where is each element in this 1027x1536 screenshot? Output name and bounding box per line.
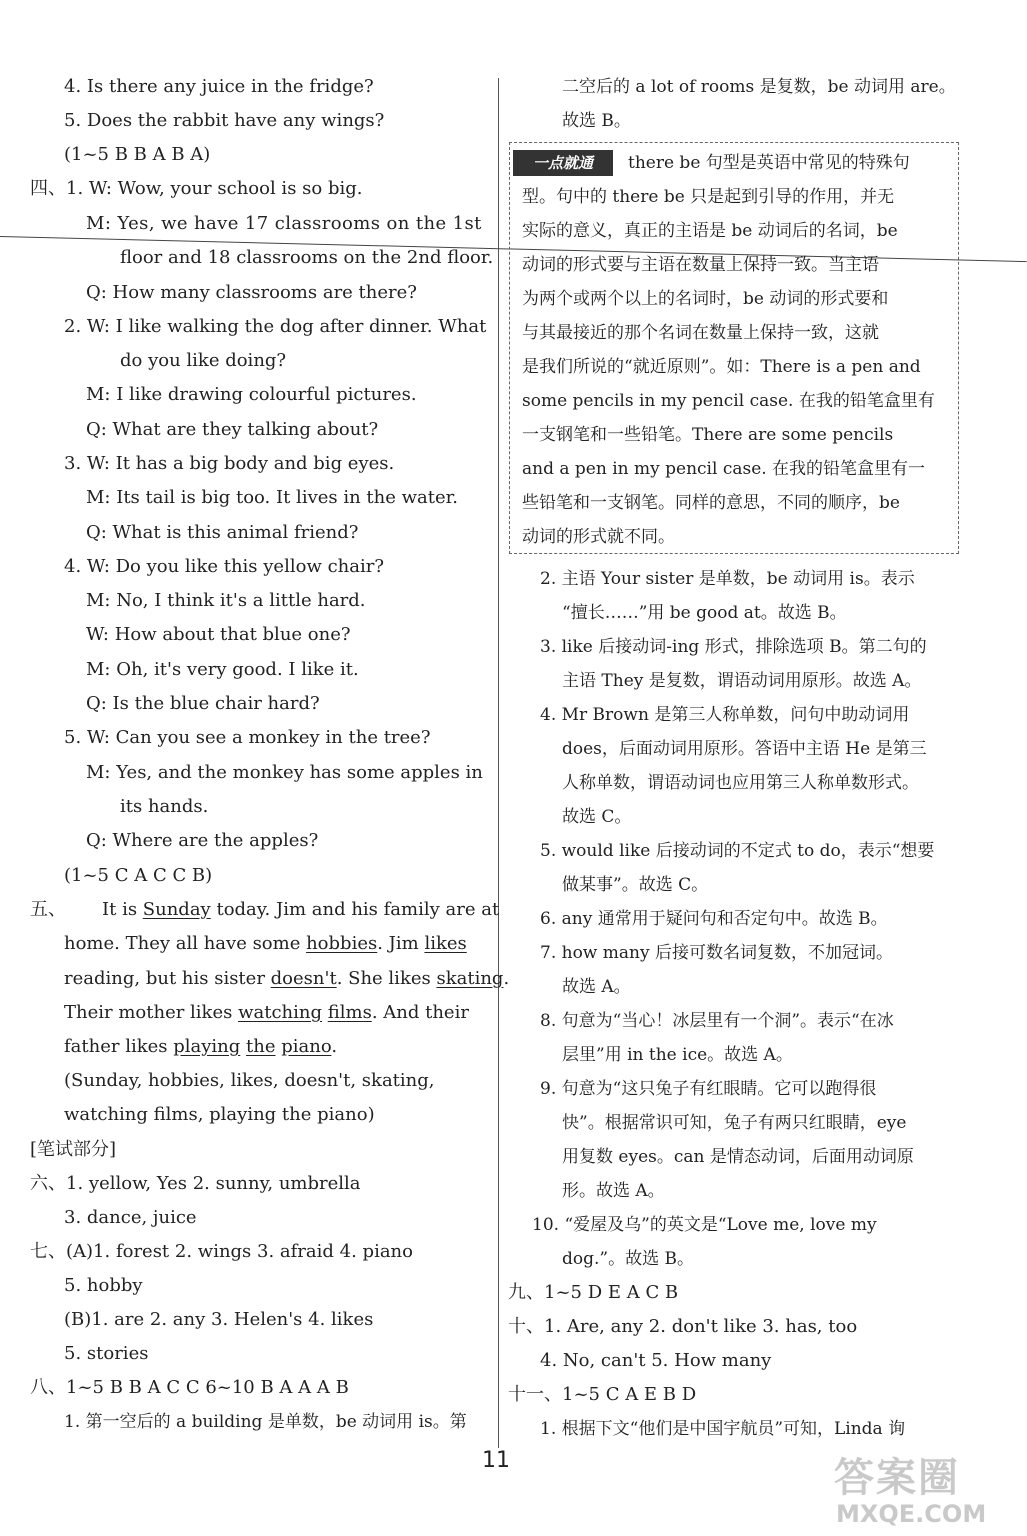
text-line: 形。故选 A。 xyxy=(562,1181,665,1201)
filled-answer: playing xyxy=(173,1036,241,1057)
text-line: 6. any 通常用于疑问句和否定句中。故选 B。 xyxy=(540,909,888,929)
filled-answer: skating xyxy=(436,968,504,989)
text-line: 人称单数，谓语动词也应用第三人称单数形式。 xyxy=(562,773,919,793)
passage-line: home. They all have some hobbies. Jim likes xyxy=(64,933,467,954)
filled-answer: likes xyxy=(424,933,467,954)
text-line: 4. Is there any juice in the fridge? xyxy=(64,76,374,97)
filled-answer: watching xyxy=(238,1002,322,1023)
tip-line: 一支钢笔和一些铅笔。There are some pencils xyxy=(522,425,894,445)
text-line: 做某事”。故选 C。 xyxy=(562,875,709,895)
text-line: “擅长……”用 be good at。故选 B。 xyxy=(562,603,847,623)
passage-line: Their mother likes watching films. And their xyxy=(64,1002,469,1023)
tip-line: 实际的意义，真正的主语是 be 动词后的名词，be xyxy=(522,221,898,241)
text-line: 主语 They 是复数，谓语动词用原形。故选 A。 xyxy=(562,671,922,691)
section-heading: 七、(A)1. forest 2. wings 3. afraid 4. piano xyxy=(30,1241,413,1262)
passage-line: 五、 It is Sunday today. Jim and his family are at xyxy=(30,899,500,920)
text-line: Q: What is this animal friend? xyxy=(86,522,359,543)
text-line: 层里”用 in the ice。故选 A。 xyxy=(562,1045,793,1065)
text-line: 5. stories xyxy=(64,1343,149,1364)
tip-line: 是我们所说的“就近原则”。如：There is a pen and xyxy=(522,357,921,377)
text-line: 2. W: I like walking the dog after dinner. What xyxy=(64,316,487,337)
text-line: 4. Mr Brown 是第三人称单数，问句中助动词用 xyxy=(540,705,910,725)
filled-answer: piano xyxy=(281,1036,332,1057)
tip-line: and a pen in my pencil case. 在我的铅笔盒里有一 xyxy=(522,459,926,479)
text-line: 5. W: Can you see a monkey in the tree? xyxy=(64,727,431,748)
answer-key: watching films, playing the piano) xyxy=(64,1104,375,1125)
filled-answer: Sunday xyxy=(142,899,211,920)
text-line: (B)1. are 2. any 3. Helen's 4. likes xyxy=(64,1309,374,1330)
text-line: 1. 第一空后的 a building 是单数，be 动词用 is。第 xyxy=(64,1412,467,1432)
section-heading: 十、1. Are, any 2. don't like 3. has, too xyxy=(508,1316,858,1337)
text-line: 5. Does the rabbit have any wings? xyxy=(64,110,385,131)
text-line: 二空后的 a lot of rooms 是复数，be 动词用 are。 xyxy=(562,77,956,97)
tip-line: 些铅笔和一支钢笔。同样的意思，不同的顺序，be xyxy=(522,493,900,513)
tip-line: 型。句中的 there be 只是起到引导的作用，并无 xyxy=(522,187,895,207)
filled-answer: films xyxy=(327,1002,372,1023)
tip-line: 与其最接近的那个名词在数量上保持一致，这就 xyxy=(522,323,879,343)
text-line: 8. 句意为“当心！冰层里有一个洞”。表示“在冰 xyxy=(540,1011,894,1031)
tip-line: 为两个或两个以上的名词时，be 动词的形式要和 xyxy=(522,289,889,309)
text-line: W: How about that blue one? xyxy=(86,624,351,645)
filled-answer: the xyxy=(246,1036,276,1057)
text-line: 1. 根据下文“他们是中国宇航员”可知，Linda 询 xyxy=(540,1419,906,1439)
watermark-url: MXQE.COM xyxy=(836,1500,987,1528)
filled-answer: hobbies xyxy=(306,933,378,954)
text-line: do you like doing? xyxy=(120,350,287,371)
text-line: 9. 句意为“这只兔子有红眼睛。它可以跑得很 xyxy=(540,1079,877,1099)
text-line: Q: Where are the apples? xyxy=(86,830,319,851)
text-line: 3. W: It has a big body and big eyes. xyxy=(64,453,395,474)
tip-line: there be 句型是英语中常见的特殊句 xyxy=(628,153,910,173)
tip-line: some pencils in my pencil case. 在我的铅笔盒里有 xyxy=(522,391,935,411)
text-line: Q: Is the blue chair hard? xyxy=(86,693,320,714)
text-line: 快”。根据常识可知，兔子有两只红眼睛，eye xyxy=(562,1113,907,1133)
text-line: its hands. xyxy=(120,796,209,817)
text-line: 用复数 eyes。can 是情态动词，后面用动词原 xyxy=(562,1147,914,1167)
text-line: M: No, I think it's a little hard. xyxy=(86,590,366,611)
section-heading: 十一、1~5 C A E B D xyxy=(508,1384,697,1405)
text-line: Q: What are they talking about? xyxy=(86,419,379,440)
text-line: 10. “爱屋及乌”的英文是“Love me, love my xyxy=(532,1215,877,1235)
text-line: M: I like drawing colourful pictures. xyxy=(86,384,417,405)
section-heading: 六、1. yellow, Yes 2. sunny, umbrella xyxy=(30,1173,361,1194)
text-line: Q: How many classrooms are there? xyxy=(86,282,417,303)
passage-line: reading, but his sister doesn't. She likes skating. xyxy=(64,968,510,989)
text-line: 4. No, can't 5. How many xyxy=(540,1350,772,1371)
text-line: 故选 A。 xyxy=(562,977,631,997)
text-line: 4. W: Do you like this yellow chair? xyxy=(64,556,384,577)
text-line: M: Oh, it's very good. I like it. xyxy=(86,659,359,680)
watermark-logo: 答案圈 xyxy=(834,1455,960,1501)
answer-key: (Sunday, hobbies, likes, doesn't, skating, xyxy=(64,1070,435,1091)
page-number: 11 xyxy=(482,1448,510,1473)
text-line: 2. 主语 Your sister 是单数，be 动词用 is。表示 xyxy=(540,569,915,589)
text-line: 5. would like 后接动词的不定式 to do，表示“想要 xyxy=(540,841,935,861)
text-line: 3. like 后接动词-ing 形式，排除选项 B。第二句的 xyxy=(540,637,927,657)
answer-key: (1~5 C A C C B) xyxy=(64,865,213,886)
section-number: 五、 xyxy=(30,899,66,920)
tip-tag: 一点就通 xyxy=(513,150,613,176)
text-line: dog.”。故选 B。 xyxy=(562,1249,694,1269)
text-line: 故选 B。 xyxy=(562,111,631,131)
text-line: M: Its tail is big too. It lives in the water. xyxy=(86,487,458,508)
section-heading: 八、1~5 B B A C C 6~10 B A A A B xyxy=(30,1377,349,1398)
answer-key: (1~5 B B A B A) xyxy=(64,144,211,165)
text-line: M: Yes, we have 17 classrooms on the 1st xyxy=(86,213,482,234)
section-heading: 四、1. W: Wow, your school is so big. xyxy=(30,178,363,199)
text-line: does，后面动词用原形。答语中主语 He 是第三 xyxy=(562,739,927,759)
text-line: M: Yes, and the monkey has some apples in xyxy=(86,762,483,783)
column-divider xyxy=(498,78,499,1448)
text-line: floor and 18 classrooms on the 2nd floor. xyxy=(120,247,494,268)
text-line: 故选 C。 xyxy=(562,807,632,827)
tip-line: 动词的形式就不同。 xyxy=(522,527,675,547)
text-line: 7. how many 后接可数名词复数，不加冠词。 xyxy=(540,943,893,963)
text-line: 3. dance, juice xyxy=(64,1207,197,1228)
section-heading: 九、1~5 D E A C B xyxy=(508,1282,679,1303)
section-label: [笔试部分] xyxy=(30,1139,117,1160)
tip-line: 动词的形式要与主语在数量上保持一致。当主语 xyxy=(522,255,879,275)
passage-line: father likes playing the piano. xyxy=(64,1036,338,1057)
text-line: 5. hobby xyxy=(64,1275,143,1296)
filled-answer: doesn't xyxy=(270,968,337,989)
